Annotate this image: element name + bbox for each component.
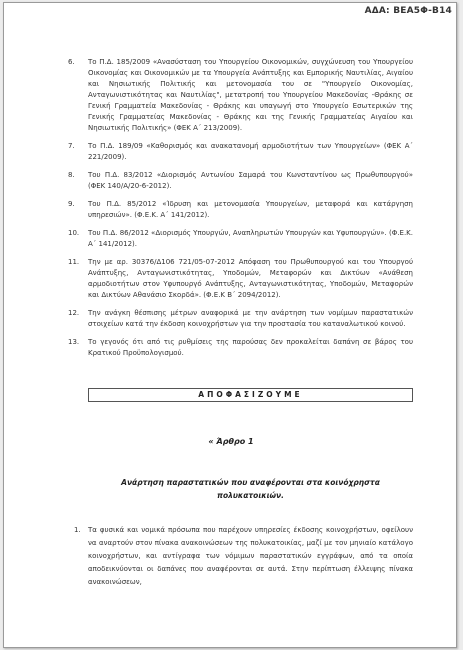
article-title: Ανάρτηση παραστατικών που αναφέρονται στα κοινόχρηστα πολυκατοικιών. <box>121 478 380 500</box>
item-text: Το Π.Δ. 185/2009 «Ανασύσταση του Υπουργείου Οικονομικών, συγχώνευση του Υπουργείου Οικονομίας και Οικονομικών με τα Υπουργεία Ανάπτυξης και Εμπορικής Ναυτιλίας, Αιγαίου και Νησιωτικής Πολιτικής και μετονομασία του σε "Υπουργείο Οικονομίας, Ανταγωνιστικότητας και Ναυτιλίας", μετατροπή του Υπουργείου Μακεδονίας -Θράκης σε Γενική Γραμματεία Μακεδονίας - Θράκης και υπαγωγή στο Υπουργείο Εσωτερικών της Γενικής Γραμματείας Μακεδονίας - Θράκης και της Γενικής Γραμματείας Αιγαίου και Νησιωτικής Πολιτικής» (ΦΕΚ Α΄ 213/2009). <box>88 58 413 132</box>
item-number: 12. <box>68 309 80 317</box>
list-item <box>4 228 458 250</box>
list-item <box>4 308 458 330</box>
list-item <box>4 337 458 359</box>
item-number: 10. <box>68 229 80 237</box>
item-text: Την ανάγκη θέσπισης μέτρων αναφορικά με την ανάρτηση των νομίμων παραστατικών στοιχείων κατά την έκδοση κοινοχρήστων για την προστασία του καταναλωτικού κοινού. <box>88 309 413 328</box>
list-item <box>4 57 458 134</box>
item-text: Του Π.Δ. 86/2012 «Διορισμός Υπουργών, Αναπληρωτών Υπουργών και Υφυπουργών». (Φ.Ε.Κ. Α΄ 141/2012). <box>88 229 413 248</box>
decision-heading: ΑΠΟΦΑΣΙΖΟΥΜΕ <box>88 388 413 402</box>
list-item <box>4 257 458 301</box>
item-number: 8. <box>68 171 75 179</box>
item-number: 13. <box>68 338 80 346</box>
item-number: 9. <box>68 200 75 208</box>
item-number: 6. <box>68 58 75 66</box>
item-text: Το γεγονός ότι από τις ρυθμίσεις της παρούσας δεν προκαλείται δαπάνη σε βάρος του Κρατικού Προϋπολογισμού. <box>88 338 413 357</box>
ada-code: ΑΔΑ: ΒΕΑ5Φ-Β14 <box>364 6 452 16</box>
list-item <box>4 141 458 163</box>
item-number: 7. <box>68 142 75 150</box>
item-text: Του Π.Δ. 83/2012 «Διορισμός Αντωνίου Σαμαρά του Κωνσταντίνου ως Πρωθυπουργού» (ΦΕΚ 140/Α/20-6-2012). <box>88 171 413 190</box>
document-page <box>3 2 457 648</box>
considerations-list <box>4 57 458 366</box>
list-item <box>4 199 458 221</box>
article-paragraph <box>4 524 458 589</box>
item-number: 11. <box>68 258 80 266</box>
paragraph-text: Τα φυσικά και νομικά πρόσωπα που παρέχουν υπηρεσίες έκδοσης κοινοχρήστων, οφείλουν να αναρτούν στον πίνακα ανακοινώσεων της πολυκατοικίας, μαζί με τον μηνιαίο κατάλογο κοινοχρήστων, και αντίγραφα των νόμιμων παραστατικών εγγράφων, από τα οποία αποδεικνύονται οι δαπάνες που αναφέρονται σε αυτά. Στην περίπτωση έλλειψης πίνακα ανακοινώσεων, <box>88 526 413 586</box>
item-text: Την με αρ. 30376/Δ106 721/05-07-2012 Απόφαση του Πρωθυπουργού και του Υπουργού Ανάπτυξης, Ανταγωνιστικότητας, Υποδομών, Μεταφορών και Δικτύων «Ανάθεση αρμοδιοτήτων στον Υφυπουργό Ανάπτυξης, Ανταγωνιστικότητας, Υποδομών, Μεταφορών και Δικτύων Αθανάσιο Σκορδά». (Φ.Ε.Κ Β΄ 2094/2012). <box>88 258 413 299</box>
list-item <box>4 170 458 192</box>
item-text: Το Π.Δ. 189/09 «Καθορισμός και ανακατανομή αρμοδιοτήτων των Υπουργείων» (ΦΕΚ Α΄ 221/2009). <box>88 142 413 161</box>
article-heading: « Άρθρο 1 <box>208 437 254 446</box>
paragraph-number: 1. <box>74 526 81 534</box>
item-text: Του Π.Δ. 85/2012 «Ίδρυση και μετονομασία Υπουργείων, μεταφορά και κατάργηση υπηρεσιών». (Φ.Ε.Κ. Α΄ 141/2012). <box>88 200 413 219</box>
